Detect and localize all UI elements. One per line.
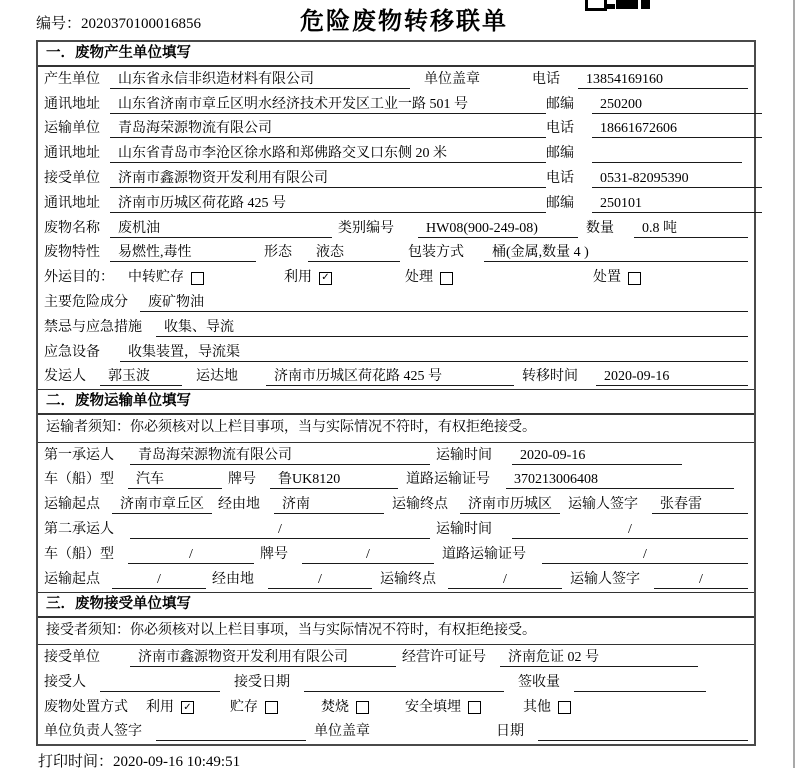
field-label: 产生单位 (44, 71, 100, 87)
checkbox-option (593, 269, 641, 287)
field-label: 运输起点 (44, 497, 100, 513)
form-row (38, 241, 754, 266)
field-label: 运输起点 (44, 571, 100, 587)
field-value: 汽车 (128, 471, 222, 489)
form-row (38, 117, 754, 142)
field-value: 18661672606 (592, 120, 762, 138)
form-row (38, 67, 754, 92)
field-label: 运输人签字 (570, 571, 640, 587)
field-value: 0531-82095390 (592, 170, 762, 188)
field-label: 数量 (586, 220, 614, 236)
field-label: 道路运输证号 (442, 546, 526, 562)
checkbox-unchecked (628, 272, 641, 285)
field-value: / (128, 546, 254, 564)
field-label: 废物特性 (44, 245, 100, 261)
field-value: 废矿物油 (140, 294, 748, 312)
form-row (38, 315, 754, 340)
field-value: / (448, 571, 562, 589)
field-label: 第二承运人 (44, 522, 114, 538)
field-label: 发运人 (44, 369, 86, 385)
field-value: 济南市历城区荷花路 425 号 (110, 195, 546, 213)
field-value: 0.8 吨 (634, 220, 748, 238)
section-header: 三．废物接受单位填写 (38, 592, 754, 618)
form-row (38, 191, 754, 216)
form-section (38, 42, 754, 389)
field-value: 济南危证 02 号 (500, 649, 698, 667)
field-label: 单位盖章 (314, 724, 370, 740)
serial-number-line (36, 12, 201, 33)
field-value: / (112, 571, 206, 589)
field-label: 包装方式 (408, 245, 464, 261)
field-label: 接受人 (44, 674, 86, 690)
print-time-value: 2020-09-16 10:49:51 (113, 754, 241, 770)
field-value: 济南市鑫源物资开发利用有限公司 (110, 170, 546, 188)
form-section (38, 592, 754, 745)
field-value: HW08(900-249-08) (418, 220, 578, 238)
field-label: 运达地 (196, 369, 238, 385)
field-label: 形态 (264, 245, 292, 261)
field-value: / (130, 521, 430, 539)
checkbox-option (128, 269, 204, 287)
form-row (38, 517, 754, 542)
field-label: 经由地 (218, 497, 260, 513)
form-row (38, 166, 754, 191)
checkbox-checked: ✓ (181, 701, 194, 714)
form-row (38, 216, 754, 241)
field-label: 通讯地址 (44, 96, 100, 112)
field-label: 类别编号 (338, 220, 394, 236)
checkbox-option (284, 269, 332, 287)
form-row (38, 695, 754, 720)
field-value: 张春雷 (652, 496, 748, 514)
field-value: 山东省青岛市李沧区徐水路和郑佛路交叉口东侧 20 米 (110, 145, 546, 163)
field-label: 运输单位 (44, 121, 100, 137)
blank-field (156, 723, 306, 741)
checkbox-label: 贮存 (230, 699, 258, 715)
field-value: 青岛海荣源物流有限公司 (110, 120, 546, 138)
checkbox-option (146, 699, 194, 717)
field-label: 车（船）型 (44, 472, 114, 488)
field-value: / (542, 546, 748, 564)
field-value: 郭玉波 (100, 368, 182, 386)
form-row (38, 365, 754, 390)
form-row (38, 290, 754, 315)
print-time-label: 打印时间： (38, 754, 114, 770)
field-label: 单位盖章 (424, 71, 480, 87)
field-label: 运输终点 (392, 497, 448, 513)
field-label: 外运目的： (44, 270, 114, 286)
field-label: 转移时间 (522, 369, 578, 385)
checkbox-label: 安全填埋 (405, 699, 461, 715)
form-row (38, 141, 754, 166)
page-title: 危险废物转移联单 (300, 8, 508, 35)
blank-field (592, 145, 742, 163)
field-label: 应急设备 (44, 344, 100, 360)
qr-code-fragment-icon (585, 0, 651, 9)
form-row (38, 645, 754, 670)
blank-field (574, 674, 706, 692)
field-label: 经由地 (212, 571, 254, 587)
checkbox-unchecked (558, 701, 571, 714)
field-value: / (512, 521, 748, 539)
field-value: / (268, 571, 372, 589)
field-value: / (654, 571, 748, 589)
form-row (38, 670, 754, 695)
form-row (38, 468, 754, 493)
serial-number: 2020370100016856 (81, 16, 202, 32)
field-label: 日期 (496, 724, 524, 740)
form-row (38, 542, 754, 567)
checkbox-label: 利用 (146, 699, 174, 715)
page-right-border (793, 0, 795, 768)
serial-label: 编号： (36, 16, 82, 32)
field-label: 邮编 (546, 195, 574, 211)
field-value: 废机油 (110, 220, 332, 238)
field-value: 250200 (592, 96, 762, 114)
checkbox-option (230, 699, 278, 717)
field-label: 通讯地址 (44, 195, 100, 211)
form-row (38, 340, 754, 365)
checkbox-unchecked (265, 701, 278, 714)
field-label: 废物名称 (44, 220, 100, 236)
field-label: 车（船）型 (44, 546, 114, 562)
checkbox-option (405, 269, 453, 287)
section-header: 一．废物产生单位填写 (38, 42, 754, 67)
field-label: 接受日期 (234, 674, 290, 690)
field-value: 2020-09-16 (596, 368, 748, 386)
field-label: 运输时间 (436, 447, 492, 463)
field-label: 签收量 (518, 674, 560, 690)
checkbox-unchecked (440, 272, 453, 285)
checkbox-option (321, 699, 369, 717)
field-label: 第一承运人 (44, 447, 114, 463)
field-label: 单位负责人签字 (44, 724, 142, 740)
checkbox-label: 焚烧 (321, 699, 349, 715)
checkbox-label: 处理 (405, 270, 433, 286)
field-value: 桶(金属,数量 4 ) (484, 244, 748, 262)
field-value: 收集装置，导流渠 (120, 344, 748, 362)
field-value: 济南市章丘区 (112, 496, 212, 514)
field-value: 2020-09-16 (512, 447, 682, 465)
field-label: 电话 (546, 170, 574, 186)
checkbox-checked: ✓ (319, 272, 332, 285)
field-value: 济南市历城区 (460, 496, 560, 514)
field-value: 13854169160 (578, 71, 748, 89)
field-label: 禁忌与应急措施 (44, 319, 142, 335)
field-label: 经营许可证号 (402, 649, 486, 665)
field-label: 道路运输证号 (406, 472, 490, 488)
field-value: 鲁UK8120 (270, 471, 398, 489)
checkbox-option (523, 699, 571, 717)
field-label: 废物处置方式 (44, 699, 128, 715)
form-row (38, 265, 754, 290)
form-row (38, 720, 754, 745)
checkbox-option (405, 699, 481, 717)
field-label: 运输人签字 (568, 497, 638, 513)
field-label: 接受单位 (44, 170, 100, 186)
blank-field (100, 674, 220, 692)
checkbox-unchecked (356, 701, 369, 714)
form-row (38, 92, 754, 117)
field-value: 济南市历城区荷花路 425 号 (266, 368, 514, 386)
form-row (38, 443, 754, 468)
field-label: 牌号 (228, 472, 256, 488)
field-value: 济南市鑫源物资开发利用有限公司 (130, 649, 396, 667)
field-value: 易燃性,毒性 (110, 244, 256, 262)
field-value: 青岛海荣源物流有限公司 (130, 447, 430, 465)
form-section (38, 389, 754, 591)
section-notice: 接受者须知：你必须核对以上栏目事项，当与实际情况不符时，有权拒绝接受。 (38, 618, 754, 646)
checkbox-label: 其他 (523, 699, 551, 715)
field-label: 运输终点 (380, 571, 436, 587)
section-notice: 运输者须知：你必须核对以上栏目事项，当与实际情况不符时，有权拒绝接受。 (38, 415, 754, 443)
checkbox-label: 中转贮存 (128, 270, 184, 286)
field-value: 370213006408 (506, 471, 734, 489)
field-value: / (302, 546, 434, 564)
field-value: 250101 (592, 195, 762, 213)
transfer-form-table (36, 40, 756, 746)
field-value: 山东省永信非织造材料有限公司 (110, 71, 410, 89)
field-label: 电话 (532, 71, 560, 87)
field-label: 主要危险成分 (44, 294, 128, 310)
blank-field (538, 723, 748, 741)
section-header: 二．废物运输单位填写 (38, 389, 754, 415)
field-value: 济南 (274, 496, 384, 514)
form-row (38, 567, 754, 592)
field-label: 通讯地址 (44, 146, 100, 162)
blank-field (304, 674, 504, 692)
field-value: 液态 (308, 244, 400, 262)
checkbox-unchecked (191, 272, 204, 285)
field-value: 山东省济南市章丘区明水经济技术开发区工业一路 501 号 (110, 96, 546, 114)
field-label: 电话 (546, 121, 574, 137)
form-row (38, 492, 754, 517)
field-value: 收集、导流 (156, 319, 748, 337)
field-label: 牌号 (260, 546, 288, 562)
checkbox-unchecked (468, 701, 481, 714)
field-label: 邮编 (546, 96, 574, 112)
field-label: 邮编 (546, 146, 574, 162)
field-label: 接受单位 (44, 649, 100, 665)
checkbox-label: 处置 (593, 270, 621, 286)
checkbox-label: 利用 (284, 270, 312, 286)
field-label: 运输时间 (436, 522, 492, 538)
